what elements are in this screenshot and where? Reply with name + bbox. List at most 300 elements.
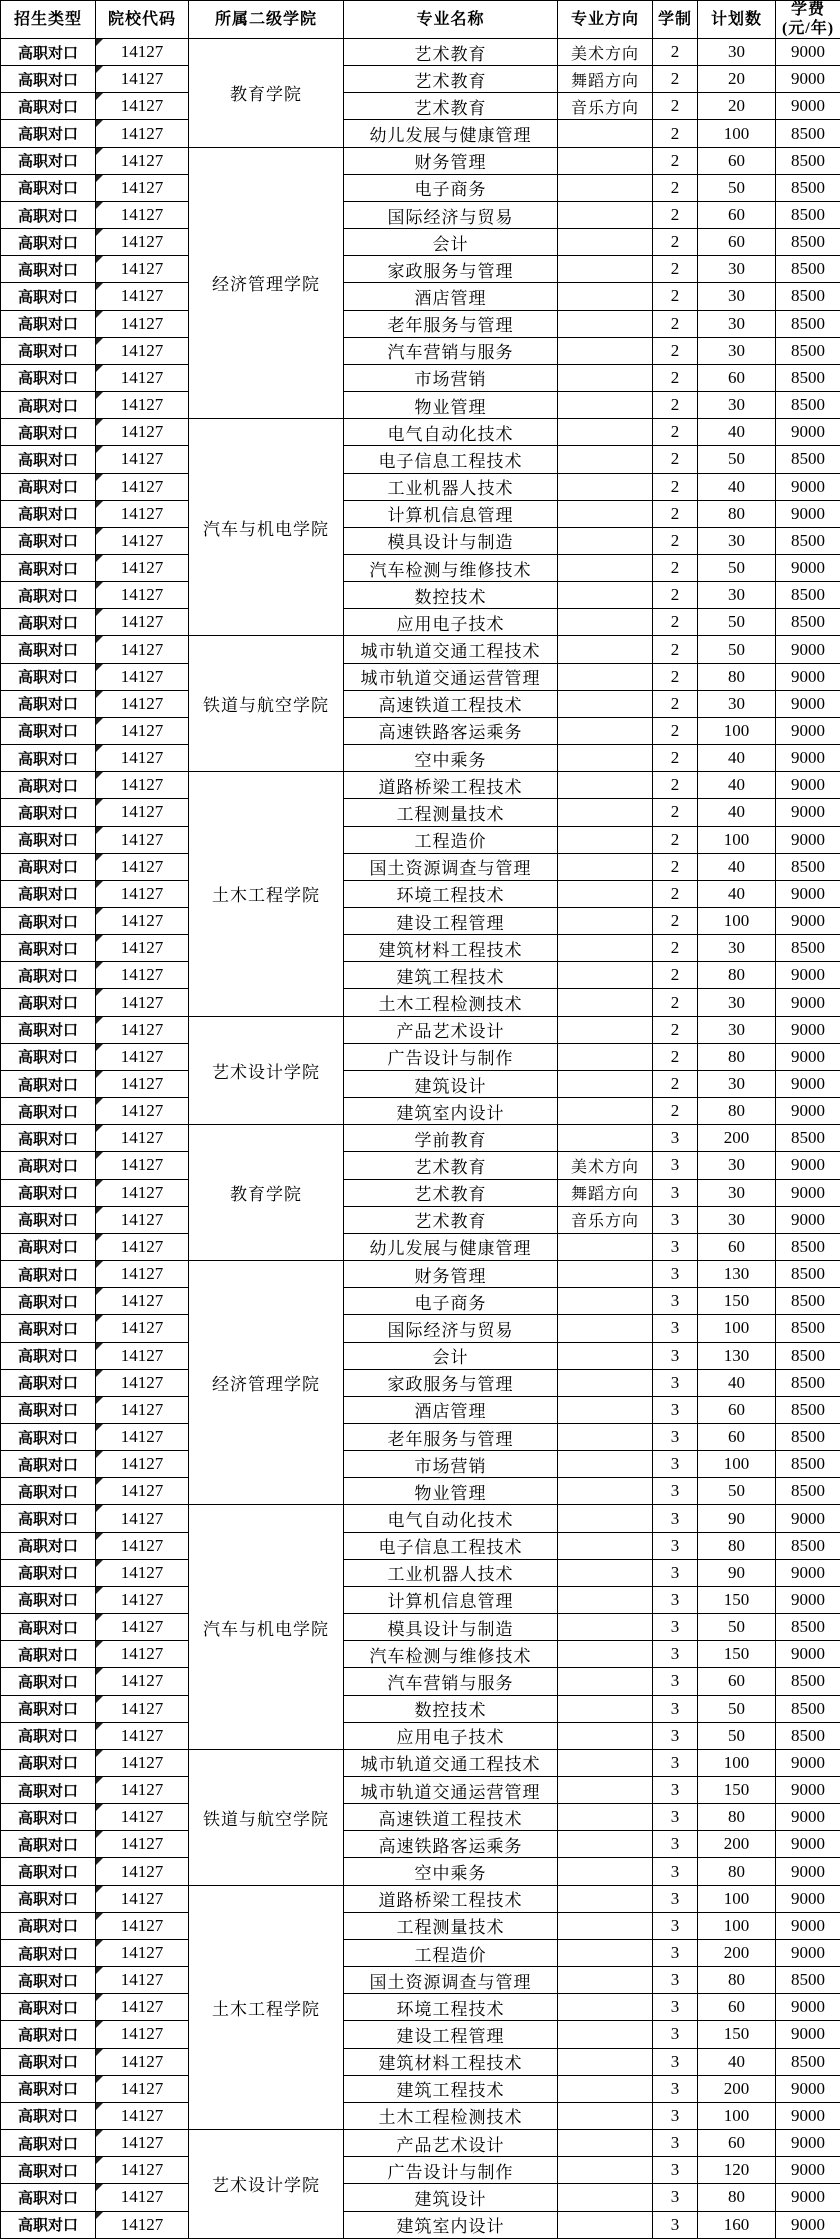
cell-college-code: 14127 [96, 1070, 189, 1097]
cell-major-direction [558, 2102, 653, 2129]
cell-enrollment-type: 高职对口 [1, 1206, 96, 1233]
cell-major-name: 家政服务与管理 [344, 256, 558, 283]
cell-years: 2 [653, 826, 698, 853]
cell-years: 2 [653, 93, 698, 120]
cell-tuition: 9000 [776, 2021, 840, 2048]
cell-college-code: 14127 [96, 419, 189, 446]
cell-enrollment-type: 高职对口 [1, 2184, 96, 2211]
cell-major-direction: 舞蹈方向 [558, 1179, 653, 1206]
cell-major-direction [558, 935, 653, 962]
cell-tuition: 8500 [776, 201, 840, 228]
cell-major-name: 产品艺术设计 [344, 1016, 558, 1043]
cell-tuition: 9000 [776, 1152, 840, 1179]
cell-plan-count: 30 [698, 1016, 776, 1043]
table-row [1, 880, 840, 907]
cell-plan-count: 60 [698, 147, 776, 174]
cell-major-name: 建筑室内设计 [344, 2211, 558, 2238]
cell-college-code: 14127 [96, 636, 189, 663]
cell-major-name: 酒店管理 [344, 283, 558, 310]
cell-tuition: 8500 [776, 120, 840, 147]
col-header-secondary-college: 所属二级学院 [189, 1, 344, 39]
cell-major-name: 学前教育 [344, 1125, 558, 1152]
cell-enrollment-type: 高职对口 [1, 1016, 96, 1043]
table-row [1, 1994, 840, 2021]
cell-enrollment-type: 高职对口 [1, 392, 96, 419]
cell-major-direction [558, 1451, 653, 1478]
cell-secondary-college: 教育学院 [189, 39, 344, 148]
cell-major-direction [558, 1288, 653, 1315]
table-row [1, 853, 840, 880]
cell-major-direction [558, 1912, 653, 1939]
cell-years: 2 [653, 174, 698, 201]
cell-years: 2 [653, 500, 698, 527]
cell-major-name: 建设工程管理 [344, 908, 558, 935]
cell-years: 3 [653, 1342, 698, 1369]
cell-years: 2 [653, 473, 698, 500]
cell-college-code: 14127 [96, 1695, 189, 1722]
cell-college-code: 14127 [96, 962, 189, 989]
cell-tuition: 8500 [776, 2048, 840, 2075]
cell-enrollment-type: 高职对口 [1, 229, 96, 256]
cell-enrollment-type: 高职对口 [1, 636, 96, 663]
cell-major-direction [558, 2075, 653, 2102]
cell-college-code: 14127 [96, 1532, 189, 1559]
cell-tuition: 8500 [776, 1532, 840, 1559]
cell-enrollment-type: 高职对口 [1, 1396, 96, 1423]
cell-plan-count: 100 [698, 908, 776, 935]
cell-college-code: 14127 [96, 1261, 189, 1288]
cell-plan-count: 50 [698, 174, 776, 201]
table-row [1, 1016, 840, 1043]
cell-enrollment-type: 高职对口 [1, 1804, 96, 1831]
cell-enrollment-type: 高职对口 [1, 283, 96, 310]
cell-college-code: 14127 [96, 1288, 189, 1315]
cell-tuition: 8500 [776, 1967, 840, 1994]
cell-years: 2 [653, 935, 698, 962]
table-row [1, 935, 840, 962]
cell-major-direction [558, 364, 653, 391]
cell-tuition: 8500 [776, 1342, 840, 1369]
table-row [1, 1777, 840, 1804]
cell-enrollment-type: 高职对口 [1, 1342, 96, 1369]
cell-major-direction [558, 1125, 653, 1152]
cell-college-code: 14127 [96, 1423, 189, 1450]
cell-college-code: 14127 [96, 256, 189, 283]
table-row [1, 1070, 840, 1097]
cell-major-name: 艺术教育 [344, 1206, 558, 1233]
cell-major-direction [558, 1858, 653, 1885]
cell-major-name: 物业管理 [344, 392, 558, 419]
cell-college-code: 14127 [96, 1152, 189, 1179]
cell-tuition: 8500 [776, 337, 840, 364]
cell-college-code: 14127 [96, 1043, 189, 1070]
cell-plan-count: 150 [698, 1288, 776, 1315]
cell-enrollment-type: 高职对口 [1, 500, 96, 527]
cell-enrollment-type: 高职对口 [1, 337, 96, 364]
cell-enrollment-type: 高职对口 [1, 1505, 96, 1532]
cell-major-name: 国土资源调查与管理 [344, 853, 558, 880]
cell-enrollment-type: 高职对口 [1, 1777, 96, 1804]
cell-years: 2 [653, 283, 698, 310]
cell-years: 2 [653, 147, 698, 174]
cell-major-name: 艺术教育 [344, 1179, 558, 1206]
cell-tuition: 8500 [776, 1423, 840, 1450]
cell-years: 2 [653, 229, 698, 256]
cell-plan-count: 30 [698, 582, 776, 609]
cell-tuition: 9000 [776, 1777, 840, 1804]
cell-tuition: 9000 [776, 880, 840, 907]
cell-years: 2 [653, 745, 698, 772]
col-header-tuition-line1: 学费 [776, 1, 840, 19]
cell-years: 2 [653, 419, 698, 446]
cell-years: 3 [653, 1614, 698, 1641]
table-row [1, 1315, 840, 1342]
cell-enrollment-type: 高职对口 [1, 2157, 96, 2184]
table-row [1, 1939, 840, 1966]
cell-secondary-college: 土木工程学院 [189, 1885, 344, 2129]
cell-major-name: 数控技术 [344, 1695, 558, 1722]
cell-tuition: 9000 [776, 1179, 840, 1206]
cell-major-direction [558, 663, 653, 690]
cell-major-direction [558, 1098, 653, 1125]
cell-major-name: 汽车检测与维修技术 [344, 554, 558, 581]
cell-plan-count: 50 [698, 1614, 776, 1641]
cell-enrollment-type: 高职对口 [1, 2211, 96, 2238]
table-row [1, 1668, 840, 1695]
table-row [1, 1586, 840, 1613]
cell-college-code: 14127 [96, 229, 189, 256]
cell-plan-count: 60 [698, 1994, 776, 2021]
cell-major-name: 艺术教育 [344, 66, 558, 93]
cell-major-name: 空中乘务 [344, 745, 558, 772]
cell-major-direction [558, 446, 653, 473]
table-row [1, 2021, 840, 2048]
cell-major-name: 艺术教育 [344, 1152, 558, 1179]
cell-major-name: 电子商务 [344, 174, 558, 201]
cell-tuition: 9000 [776, 1641, 840, 1668]
cell-tuition: 9000 [776, 1070, 840, 1097]
cell-major-name: 国际经济与贸易 [344, 1315, 558, 1342]
table-row [1, 1885, 840, 1912]
cell-major-direction [558, 880, 653, 907]
cell-plan-count: 100 [698, 1912, 776, 1939]
cell-college-code: 14127 [96, 690, 189, 717]
cell-plan-count: 60 [698, 1233, 776, 1260]
cell-major-direction [558, 1559, 653, 1586]
table-row [1, 962, 840, 989]
cell-college-code: 14127 [96, 853, 189, 880]
cell-tuition: 8500 [776, 283, 840, 310]
cell-years: 3 [653, 1505, 698, 1532]
table-row [1, 1505, 840, 1532]
cell-years: 2 [653, 256, 698, 283]
cell-major-direction [558, 1423, 653, 1450]
table-row [1, 1804, 840, 1831]
cell-years: 3 [653, 2075, 698, 2102]
cell-tuition: 8500 [776, 1451, 840, 1478]
col-header-tuition [776, 1, 840, 39]
cell-major-name: 幼儿发展与健康管理 [344, 1233, 558, 1260]
cell-major-direction [558, 1885, 653, 1912]
cell-years: 3 [653, 2130, 698, 2157]
cell-plan-count: 130 [698, 1342, 776, 1369]
cell-tuition: 8500 [776, 1369, 840, 1396]
cell-major-name: 应用电子技术 [344, 1722, 558, 1749]
cell-major-name: 工业机器人技术 [344, 473, 558, 500]
table-row [1, 1559, 840, 1586]
cell-years: 3 [653, 1179, 698, 1206]
cell-major-direction [558, 1749, 653, 1776]
table-row [1, 1478, 840, 1505]
table-row [1, 1451, 840, 1478]
cell-major-direction [558, 1722, 653, 1749]
cell-years: 2 [653, 989, 698, 1016]
cell-enrollment-type: 高职对口 [1, 473, 96, 500]
table-row [1, 120, 840, 147]
cell-enrollment-type: 高职对口 [1, 1315, 96, 1342]
cell-major-direction [558, 174, 653, 201]
table-row [1, 1288, 840, 1315]
cell-years: 3 [653, 1777, 698, 1804]
cell-major-name: 幼儿发展与健康管理 [344, 120, 558, 147]
table-row [1, 310, 840, 337]
cell-tuition: 8500 [776, 174, 840, 201]
cell-tuition: 9000 [776, 908, 840, 935]
cell-enrollment-type: 高职对口 [1, 908, 96, 935]
cell-plan-count: 100 [698, 2102, 776, 2129]
table-row [1, 1206, 840, 1233]
cell-enrollment-type: 高职对口 [1, 1043, 96, 1070]
cell-college-code: 14127 [96, 799, 189, 826]
cell-major-name: 道路桥梁工程技术 [344, 772, 558, 799]
cell-years: 3 [653, 1478, 698, 1505]
cell-college-code: 14127 [96, 1179, 189, 1206]
cell-major-direction [558, 2048, 653, 2075]
cell-plan-count: 30 [698, 392, 776, 419]
cell-major-name: 建筑设计 [344, 2184, 558, 2211]
cell-plan-count: 40 [698, 880, 776, 907]
table-row [1, 1233, 840, 1260]
cell-major-direction [558, 1233, 653, 1260]
cell-plan-count: 200 [698, 1939, 776, 1966]
cell-plan-count: 60 [698, 201, 776, 228]
cell-college-code: 14127 [96, 1342, 189, 1369]
cell-tuition: 9000 [776, 772, 840, 799]
cell-years: 3 [653, 1125, 698, 1152]
cell-tuition: 9000 [776, 1043, 840, 1070]
cell-years: 2 [653, 880, 698, 907]
cell-major-direction [558, 1315, 653, 1342]
cell-plan-count: 50 [698, 446, 776, 473]
cell-tuition: 8500 [776, 1668, 840, 1695]
cell-major-direction [558, 2130, 653, 2157]
cell-major-name: 建筑室内设计 [344, 1098, 558, 1125]
table-row [1, 39, 840, 66]
cell-enrollment-type: 高职对口 [1, 1885, 96, 1912]
cell-plan-count: 30 [698, 935, 776, 962]
table-row [1, 364, 840, 391]
cell-major-name: 物业管理 [344, 1478, 558, 1505]
cell-major-name: 城市轨道交通工程技术 [344, 1749, 558, 1776]
cell-enrollment-type: 高职对口 [1, 446, 96, 473]
table-row [1, 1125, 840, 1152]
table-row [1, 419, 840, 446]
table-row [1, 745, 840, 772]
cell-tuition: 9000 [776, 799, 840, 826]
cell-secondary-college: 艺术设计学院 [189, 1016, 344, 1125]
cell-years: 3 [653, 1206, 698, 1233]
cell-enrollment-type: 高职对口 [1, 174, 96, 201]
cell-plan-count: 150 [698, 1641, 776, 1668]
cell-plan-count: 30 [698, 256, 776, 283]
cell-plan-count: 30 [698, 1070, 776, 1097]
cell-years: 3 [653, 2211, 698, 2238]
cell-plan-count: 120 [698, 2157, 776, 2184]
cell-years: 2 [653, 39, 698, 66]
cell-tuition: 8500 [776, 1695, 840, 1722]
table-row [1, 2211, 840, 2238]
cell-plan-count: 30 [698, 690, 776, 717]
cell-enrollment-type: 高职对口 [1, 93, 96, 120]
cell-college-code: 14127 [96, 1749, 189, 1776]
cell-major-direction [558, 1939, 653, 1966]
cell-tuition: 8500 [776, 527, 840, 554]
cell-tuition: 9000 [776, 2157, 840, 2184]
cell-enrollment-type: 高职对口 [1, 2075, 96, 2102]
cell-major-direction [558, 147, 653, 174]
cell-major-name: 空中乘务 [344, 1858, 558, 1885]
cell-years: 2 [653, 717, 698, 744]
cell-major-name: 会计 [344, 229, 558, 256]
cell-secondary-college: 经济管理学院 [189, 147, 344, 419]
cell-enrollment-type: 高职对口 [1, 1369, 96, 1396]
cell-enrollment-type: 高职对口 [1, 1451, 96, 1478]
cell-plan-count: 100 [698, 120, 776, 147]
cell-plan-count: 50 [698, 1722, 776, 1749]
cell-college-code: 14127 [96, 1478, 189, 1505]
cell-enrollment-type: 高职对口 [1, 1912, 96, 1939]
cell-major-direction [558, 1668, 653, 1695]
cell-enrollment-type: 高职对口 [1, 1261, 96, 1288]
cell-college-code: 14127 [96, 1668, 189, 1695]
cell-years: 2 [653, 636, 698, 663]
table-row [1, 799, 840, 826]
cell-secondary-college: 汽车与机电学院 [189, 419, 344, 636]
cell-enrollment-type: 高职对口 [1, 256, 96, 283]
table-row [1, 2157, 840, 2184]
cell-tuition: 8500 [776, 1614, 840, 1641]
cell-tuition: 8500 [776, 1722, 840, 1749]
cell-college-code: 14127 [96, 1912, 189, 1939]
cell-college-code: 14127 [96, 1451, 189, 1478]
cell-years: 2 [653, 1070, 698, 1097]
cell-major-name: 工程测量技术 [344, 799, 558, 826]
table-row [1, 1912, 840, 1939]
cell-tuition: 9000 [776, 1831, 840, 1858]
cell-tuition: 9000 [776, 1016, 840, 1043]
cell-enrollment-type: 高职对口 [1, 609, 96, 636]
cell-tuition: 9000 [776, 1885, 840, 1912]
cell-college-code: 14127 [96, 935, 189, 962]
cell-major-name: 道路桥梁工程技术 [344, 1885, 558, 1912]
cell-years: 3 [653, 1668, 698, 1695]
cell-major-direction [558, 392, 653, 419]
cell-college-code: 14127 [96, 337, 189, 364]
col-header-college-code: 院校代码 [96, 1, 189, 39]
cell-tuition: 9000 [776, 93, 840, 120]
table-row [1, 1098, 840, 1125]
cell-plan-count: 200 [698, 2075, 776, 2102]
cell-tuition: 9000 [776, 962, 840, 989]
cell-years: 3 [653, 1559, 698, 1586]
cell-major-direction [558, 1994, 653, 2021]
col-header-plan-count: 计划数 [698, 1, 776, 39]
cell-major-name: 高速铁路客运乘务 [344, 1831, 558, 1858]
cell-enrollment-type: 高职对口 [1, 745, 96, 772]
cell-college-code: 14127 [96, 283, 189, 310]
cell-tuition: 8500 [776, 1125, 840, 1152]
cell-years: 3 [653, 1315, 698, 1342]
cell-major-name: 财务管理 [344, 1261, 558, 1288]
cell-college-code: 14127 [96, 2157, 189, 2184]
cell-college-code: 14127 [96, 1641, 189, 1668]
cell-plan-count: 40 [698, 2048, 776, 2075]
cell-enrollment-type: 高职对口 [1, 1586, 96, 1613]
cell-major-name: 应用电子技术 [344, 609, 558, 636]
cell-enrollment-type: 高职对口 [1, 2130, 96, 2157]
cell-plan-count: 30 [698, 337, 776, 364]
cell-years: 2 [653, 392, 698, 419]
cell-tuition: 9000 [776, 717, 840, 744]
cell-major-direction: 舞蹈方向 [558, 66, 653, 93]
cell-major-direction [558, 1043, 653, 1070]
cell-plan-count: 100 [698, 1885, 776, 1912]
cell-major-name: 建设工程管理 [344, 2021, 558, 2048]
cell-tuition: 9000 [776, 2211, 840, 2238]
cell-enrollment-type: 高职对口 [1, 1125, 96, 1152]
cell-enrollment-type: 高职对口 [1, 989, 96, 1016]
cell-enrollment-type: 高职对口 [1, 1233, 96, 1260]
cell-plan-count: 100 [698, 826, 776, 853]
table-row [1, 1423, 840, 1450]
cell-enrollment-type: 高职对口 [1, 1668, 96, 1695]
cell-major-direction [558, 2021, 653, 2048]
cell-plan-count: 50 [698, 1478, 776, 1505]
cell-major-name: 模具设计与制造 [344, 1614, 558, 1641]
cell-major-name: 计算机信息管理 [344, 1586, 558, 1613]
table-header [1, 1, 840, 39]
cell-plan-count: 40 [698, 473, 776, 500]
cell-major-name: 城市轨道交通运营管理 [344, 1777, 558, 1804]
table-row [1, 1179, 840, 1206]
cell-tuition: 8500 [776, 310, 840, 337]
cell-plan-count: 20 [698, 66, 776, 93]
table-row [1, 2075, 840, 2102]
cell-tuition: 9000 [776, 39, 840, 66]
cell-college-code: 14127 [96, 1369, 189, 1396]
cell-major-direction [558, 1831, 653, 1858]
cell-tuition: 9000 [776, 1206, 840, 1233]
cell-plan-count: 80 [698, 1804, 776, 1831]
cell-years: 2 [653, 582, 698, 609]
cell-enrollment-type: 高职对口 [1, 1614, 96, 1641]
cell-major-name: 国土资源调查与管理 [344, 1967, 558, 1994]
cell-major-name: 电子信息工程技术 [344, 446, 558, 473]
cell-major-name: 高速铁道工程技术 [344, 690, 558, 717]
header-row [1, 1, 840, 39]
cell-college-code: 14127 [96, 1858, 189, 1885]
cell-college-code: 14127 [96, 500, 189, 527]
